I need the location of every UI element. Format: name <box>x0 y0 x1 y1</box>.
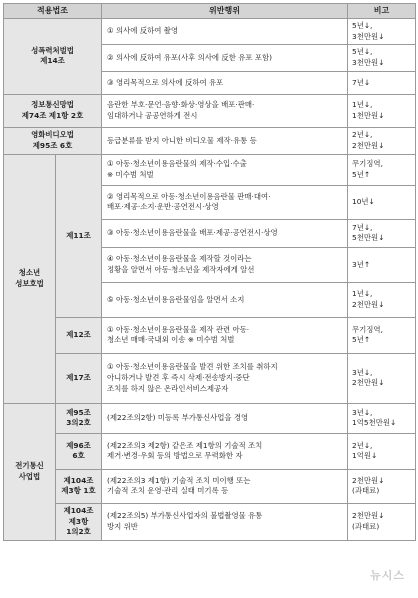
penalty-cell <box>348 403 416 433</box>
text-line: ③ 아동·청소년이용음란물을 배포·제공·공연전시·상영 <box>107 228 278 238</box>
header-remark: 비고 <box>348 4 416 19</box>
text-line: 방지 위반 <box>107 521 138 531</box>
text-line: 성폭력처벌법 <box>31 45 74 55</box>
text-line: 2천만원↓ <box>352 378 385 388</box>
table-row <box>4 353 416 403</box>
text-line: 2년↓, <box>352 440 373 450</box>
violation-cell <box>102 71 348 94</box>
text-line: 제거·변경·우회 등의 방법으로 무력화한 자 <box>107 451 243 461</box>
text-line: 제14조 <box>40 56 65 66</box>
article-cell <box>56 154 102 317</box>
text-line: 2천만원↓ <box>352 140 385 150</box>
text-line: 영화비디오법 <box>31 130 74 140</box>
violation-cell <box>102 317 348 353</box>
text-line: 제96조 <box>66 440 91 450</box>
text-line: 3천만원↓ <box>352 31 385 41</box>
law-name-cell <box>4 19 102 95</box>
penalty-cell <box>348 433 416 469</box>
text-line: (제22조의2항) 미등록 부가통신사업을 경영 <box>107 413 249 423</box>
law-violation-table <box>3 3 416 541</box>
text-line: 제104조 <box>63 475 94 485</box>
text-line: 1년↓, <box>352 100 373 110</box>
table-row <box>4 127 416 154</box>
violation-cell <box>102 94 348 127</box>
text-line: 등급분류를 받지 아니한 비디오물 제작·유통 등 <box>107 135 257 145</box>
violation-cell <box>102 247 348 282</box>
law-name-cell <box>4 403 56 540</box>
table-row <box>4 433 416 469</box>
text-line: 3년↓, <box>352 407 373 417</box>
text-line: 2천만원↓ <box>352 475 385 485</box>
table-row <box>4 469 416 503</box>
law-table-frame <box>3 3 415 595</box>
text-line: 무기징역, <box>352 159 383 169</box>
penalty-cell <box>348 94 416 127</box>
text-line: 제11조 <box>66 230 91 240</box>
violation-cell <box>102 353 348 403</box>
text-line: 7년↓, <box>352 222 373 232</box>
text-line: 제17조 <box>66 373 91 383</box>
text-line: 사업법 <box>18 471 41 481</box>
penalty-cell <box>348 469 416 503</box>
text-line: ※ 미수범 처벌 <box>107 169 154 179</box>
text-line: 5년↑ <box>352 335 371 345</box>
watermark-logo: 뉴시스 <box>370 569 405 582</box>
text-line: ① 아동·청소년이용음란물을 제작 관련 아동· <box>107 324 250 334</box>
text-line: 아니하거나 발견 후 즉시 삭제·전송방지·중단 <box>107 373 250 383</box>
table-row <box>4 403 416 433</box>
text-line: 정보통신망법 <box>31 100 74 110</box>
text-line: 3년↓, <box>352 367 373 377</box>
text-line: (제22조의3 제1항) 기술적 조치 미이행 또는 <box>107 475 251 485</box>
text-line: 제3항 <box>68 516 89 526</box>
text-line: 3천만원↓ <box>352 58 385 68</box>
text-line: ① 아동·청소년이용음란물의 제작·수입·수출 <box>107 159 247 169</box>
penalty-cell <box>348 45 416 71</box>
penalty-cell <box>348 282 416 317</box>
header-law: 적용법조 <box>4 4 102 19</box>
text-line: ② 영리목적으로 아동·청소년이용음란물 판매·대여· <box>107 191 271 201</box>
text-line: 5년↓, <box>352 47 373 57</box>
text-line: 전기통신 <box>15 461 44 471</box>
text-line: ⑤ 아동·청소년이용음란물임을 알면서 소지 <box>107 294 245 304</box>
penalty-cell <box>348 317 416 353</box>
law-name-cell <box>4 154 56 403</box>
violation-cell <box>102 19 348 45</box>
violation-cell <box>102 433 348 469</box>
penalty-cell <box>348 185 416 219</box>
violation-cell <box>102 219 348 247</box>
article-cell <box>56 403 102 433</box>
text-line: 1억5천만원↓ <box>352 418 397 428</box>
law-name-cell <box>4 127 102 154</box>
text-line: 청소년 매매·국내외 이송 ※ 미수범 처벌 <box>107 335 235 345</box>
text-line: 임대하거나 공공연하게 전시 <box>107 110 198 120</box>
penalty-cell <box>348 154 416 185</box>
text-line: 제74조 제1항 2호 <box>21 110 84 120</box>
article-cell <box>56 433 102 469</box>
text-line: 음란한 부호·문언·음향·화상·영상을 배포·판매· <box>107 100 255 110</box>
article-cell <box>56 353 102 403</box>
text-line: (제22조의5) 부가통신사업자의 불법촬영물 유통 <box>107 511 263 521</box>
text-line: 무기징역, <box>352 324 383 334</box>
violation-cell <box>102 127 348 154</box>
text-line: 배포·제공·소지·운반·공연전시·상영 <box>107 202 219 212</box>
text-line: ④ 아동·청소년이용음란물을 제작할 것이라는 <box>107 254 252 264</box>
text-line: 청소년 <box>18 268 41 278</box>
text-line: 5년↑ <box>352 169 371 179</box>
table-row <box>4 503 416 540</box>
text-line: 5천만원↓ <box>352 233 385 243</box>
text-line: 제3항 1호 <box>61 486 96 496</box>
penalty-cell <box>348 219 416 247</box>
penalty-cell <box>348 247 416 282</box>
penalty-cell <box>348 127 416 154</box>
penalty-cell <box>348 71 416 94</box>
text-line: 제95조 <box>66 407 91 417</box>
text-line: 제12조 <box>66 330 91 340</box>
text-line: 1년↓, <box>352 289 373 299</box>
text-line: ① 의사에 反하여 촬영 <box>107 26 179 36</box>
table-body <box>4 19 416 541</box>
article-cell <box>56 317 102 353</box>
article-cell <box>56 469 102 503</box>
text-line: (제22조의3 제2항) 같은조 제1항의 기술적 조치 <box>107 440 263 450</box>
text-line: 2년↓, <box>352 130 373 140</box>
text-line: 6호 <box>72 451 85 461</box>
text-line: ① 아동·청소년이용음란물을 발견 위한 조치를 취하지 <box>107 362 278 372</box>
table-header-row <box>4 4 416 19</box>
text-line: 10년↓ <box>352 197 375 207</box>
text-line: 2천만원↓ <box>352 511 385 521</box>
violation-cell <box>102 154 348 185</box>
text-line: 1천만원↓ <box>352 110 385 120</box>
text-line: (과태료) <box>352 521 380 531</box>
violation-cell <box>102 503 348 540</box>
text-line: 제95조 6호 <box>32 140 73 150</box>
table-row <box>4 94 416 127</box>
penalty-cell <box>348 503 416 540</box>
table-row <box>4 154 416 185</box>
text-line: 3의2호 <box>66 418 91 428</box>
text-line: 기술적 조치 운영·관리 실태 미기록 등 <box>107 486 229 496</box>
text-line: 조치를 하지 않은 온라인서비스제공자 <box>107 383 229 393</box>
text-line: 3년↑ <box>352 259 371 269</box>
text-line: 1억원↓ <box>352 451 378 461</box>
text-line: 성보호법 <box>15 278 44 288</box>
text-line: 5년↓, <box>352 21 373 30</box>
violation-cell <box>102 469 348 503</box>
table-row <box>4 19 416 45</box>
violation-cell <box>102 45 348 71</box>
table-row <box>4 317 416 353</box>
header-violation: 위반행위 <box>102 4 348 19</box>
text-line: 7년↓ <box>352 77 371 87</box>
law-name-cell <box>4 94 102 127</box>
violation-cell <box>102 282 348 317</box>
text-line: ② 의사에 反하여 유포(사후 의사에 反한 유포 포함) <box>107 52 273 62</box>
text-line: 정황을 알면서 아동·청소년을 제작자에게 알선 <box>107 264 255 274</box>
penalty-cell <box>348 19 416 45</box>
violation-cell <box>102 403 348 433</box>
text-line: 1의2호 <box>66 527 91 537</box>
article-cell <box>56 503 102 540</box>
text-line: 2천만원↓ <box>352 299 385 309</box>
text-line: 제104조 <box>63 505 94 515</box>
text-line: (과태료) <box>352 486 380 496</box>
text-line: ③ 영리목적으로 의사에 反하여 유포 <box>107 77 224 87</box>
penalty-cell <box>348 353 416 403</box>
violation-cell <box>102 185 348 219</box>
